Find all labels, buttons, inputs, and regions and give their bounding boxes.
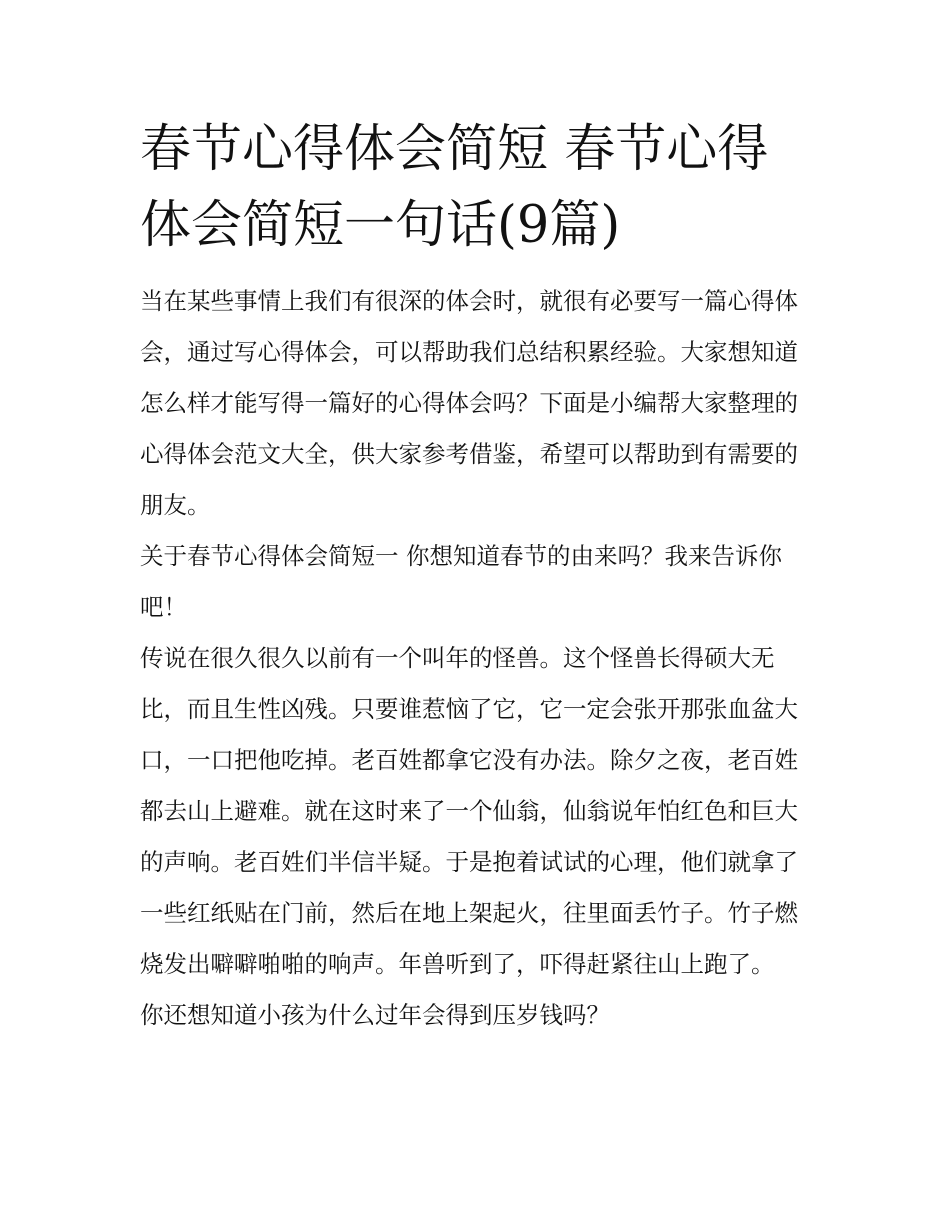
paragraph-legend: 传说在很久很久以前有一个叫年的怪兽。这个怪兽长得硕大无比，而且生性凶残。只要谁惹恼了它，它一定会张开那张血盆大口，一口把他吃掉。老百姓都拿它没有办法。除夕之夜，老百姓都去山上避难。就在这时来了一个仙翁，仙翁说年怕红色和巨大的声响。老百姓们半信半疑。于是抱着试试的心理，他们就拿了一些红纸贴在门前，然后在地上架起火，往里面丢竹子。竹子燃烧发出噼噼啪啪的响声。年兽听到了，吓得赶紧往山上跑了。 (140, 644, 798, 978)
document-body (140, 276, 812, 1041)
paragraph-question: 你还想知道小孩为什么过年会得到压岁钱吗？ (140, 1001, 610, 1029)
paragraph-section-heading: 关于春节心得体会简短一 你想知道春节的由来吗？我来告诉你吧！ (140, 542, 782, 621)
document-title: 春节心得体会简短 春节心得体会简短一句话(9篇) (140, 120, 769, 255)
paragraph-intro: 当在某些事情上我们有很深的体会时，就很有必要写一篇心得体会，通过写心得体会，可以帮助我们总结积累经验。大家想知道怎么样才能写得一篇好的心得体会吗？下面是小编帮大家整理的心得体会范文大全，供大家参考借鉴，希望可以帮助到有需要的朋友。 (140, 287, 798, 519)
